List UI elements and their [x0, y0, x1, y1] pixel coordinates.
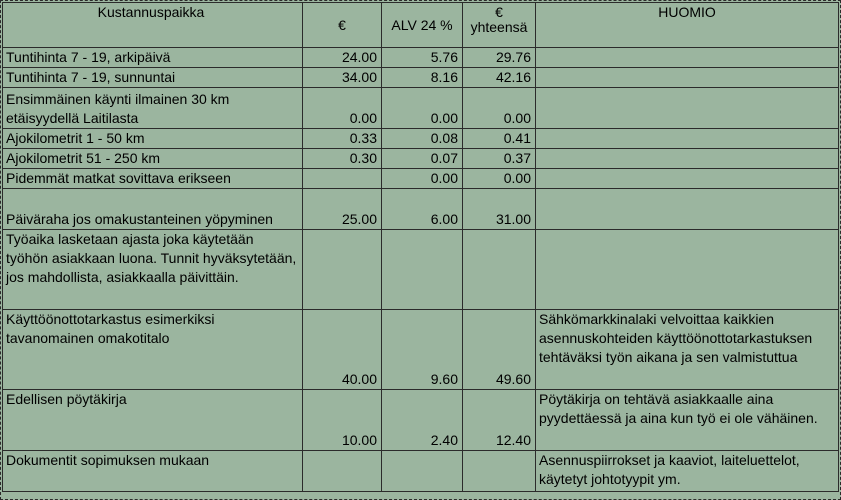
row-alv: 9.60 — [382, 310, 463, 390]
row-eur: 40.00 — [303, 310, 382, 390]
row-name: Päiväraha jos omakustanteinen yöpyminen — [3, 189, 303, 230]
table-row — [3, 48, 839, 68]
row-total: 12.40 — [463, 390, 536, 451]
row-alv: 2.40 — [382, 390, 463, 451]
table-row — [3, 169, 839, 189]
header-total-symbol: € — [495, 4, 503, 20]
header-eur-label: € — [338, 16, 346, 33]
row-note — [536, 88, 839, 129]
header-huomio: HUOMIO — [536, 3, 839, 48]
table-row — [3, 310, 839, 390]
row-total: 0.00 — [463, 88, 536, 129]
row-total: 29.76 — [463, 48, 536, 68]
row-eur: 0.00 — [303, 88, 382, 129]
table-row — [3, 88, 839, 129]
row-alv: 0.00 — [382, 88, 463, 129]
row-alv: 8.16 — [382, 68, 463, 88]
row-eur — [303, 169, 382, 189]
row-eur: 0.33 — [303, 129, 382, 149]
header-alv-label: ALV 24 % — [391, 16, 453, 33]
row-total: 0.37 — [463, 149, 536, 169]
row-name: Ajokilometrit 51 - 250 km — [3, 149, 303, 169]
row-total — [463, 451, 536, 492]
row-alv: 5.76 — [382, 48, 463, 68]
row-eur: 25.00 — [303, 189, 382, 230]
header-eur — [303, 3, 382, 48]
row-name: Käyttöönottotarkastus esimerkiksi tavanomainen omakotitalo — [3, 310, 303, 390]
row-eur — [303, 451, 382, 492]
row-name: Pidemmät matkat sovittava erikseen — [3, 169, 303, 189]
row-eur: 34.00 — [303, 68, 382, 88]
row-note: Pöytäkirja on tehtävä asiakkaalle aina pyydettäessä ja aina kun työ ei ole vähäinen. — [536, 390, 839, 451]
row-alv: 6.00 — [382, 189, 463, 230]
row-note: Asennuspiirrokset ja kaaviot, laiteluettelot, käytetyt johtotyypit ym. — [536, 451, 839, 492]
row-total: 0.00 — [463, 169, 536, 189]
header-total-word: yhteensä — [470, 19, 528, 35]
row-eur — [303, 230, 382, 310]
row-total: 0.41 — [463, 129, 536, 149]
table-row — [3, 189, 839, 230]
header-total — [463, 3, 536, 48]
table-row — [3, 390, 839, 451]
row-note — [536, 68, 839, 88]
header-alv — [382, 3, 463, 48]
row-name: Tuntihinta 7 - 19, arkipäivä — [3, 48, 303, 68]
row-total — [463, 230, 536, 310]
table-header-row — [3, 3, 839, 48]
row-alv: 0.08 — [382, 129, 463, 149]
row-eur: 10.00 — [303, 390, 382, 451]
row-name: Edellisen pöytäkirja — [3, 390, 303, 451]
row-name: Ensimmäinen käynti ilmainen 30 km etäisyydellä Laitilasta — [3, 88, 303, 129]
row-total: 42.16 — [463, 68, 536, 88]
row-eur: 24.00 — [303, 48, 382, 68]
row-note — [536, 189, 839, 230]
row-note: Sähkömarkkinalaki velvoittaa kaikkien asennuskohteiden käyttöönottotarkastuksen tehtäväksi työn aikana ja sen valmistuttua — [536, 310, 839, 390]
table-row — [3, 149, 839, 169]
table-row — [3, 230, 839, 310]
row-note — [536, 230, 839, 310]
price-table — [2, 2, 839, 492]
row-alv — [382, 230, 463, 310]
row-alv: 0.07 — [382, 149, 463, 169]
row-note — [536, 48, 839, 68]
row-name: Työaika lasketaan ajasta joka käytetään työhön asiakkaan luona. Tunnit hyväksytetään, jos mahdollista, asiakkaalla päivittäin. — [3, 230, 303, 310]
row-note — [536, 169, 839, 189]
row-total: 49.60 — [463, 310, 536, 390]
row-name: Dokumentit sopimuksen mukaan — [3, 451, 303, 492]
row-note — [536, 149, 839, 169]
row-total: 31.00 — [463, 189, 536, 230]
table-row — [3, 129, 839, 149]
row-alv: 0.00 — [382, 169, 463, 189]
table-row — [3, 68, 839, 88]
row-note — [536, 129, 839, 149]
row-alv — [382, 451, 463, 492]
row-name: Tuntihinta 7 - 19, sunnuntai — [3, 68, 303, 88]
row-name: Ajokilometrit 1 - 50 km — [3, 129, 303, 149]
header-kustannuspaikka: Kustannuspaikka — [3, 3, 303, 48]
table-row — [3, 451, 839, 492]
row-eur: 0.30 — [303, 149, 382, 169]
